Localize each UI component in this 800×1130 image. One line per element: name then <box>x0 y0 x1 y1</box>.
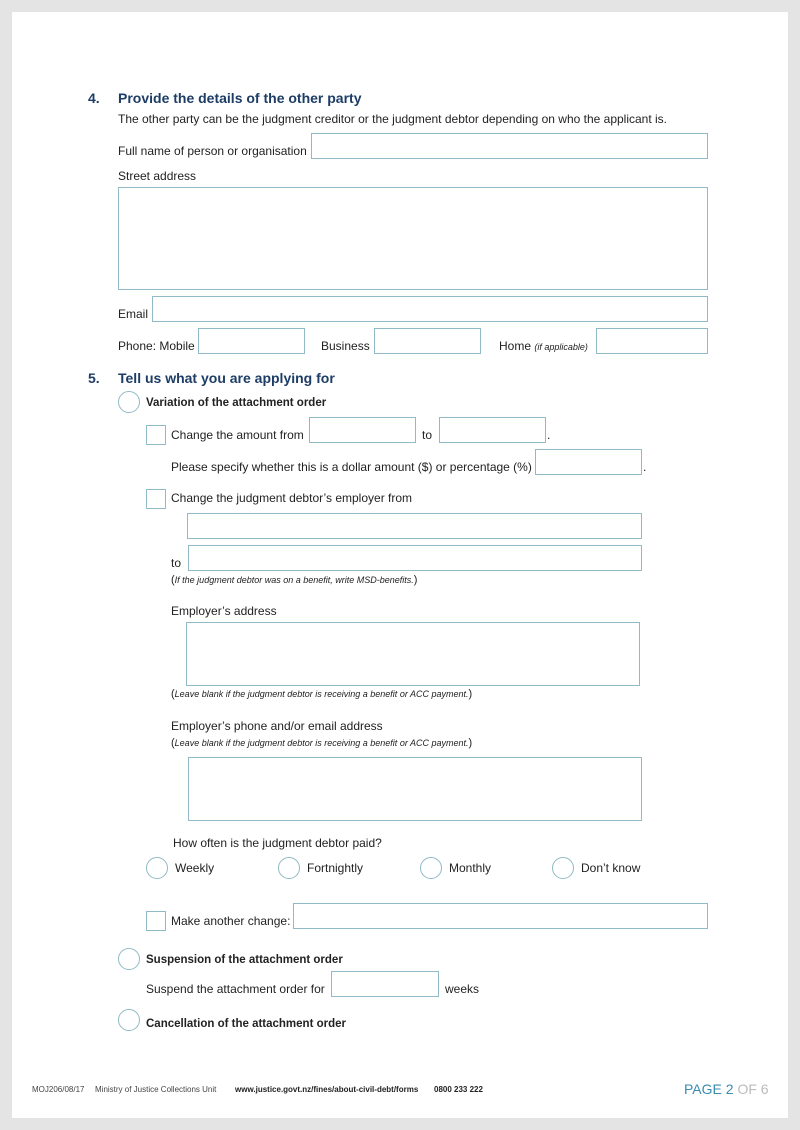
suspend-weeks-input[interactable] <box>331 971 439 997</box>
amount-to-label: to <box>422 428 433 442</box>
home-label-text: Home <box>499 339 532 353</box>
employer-to-input[interactable] <box>188 545 642 571</box>
another-change-checkbox[interactable] <box>146 911 166 931</box>
leave-blank-note-text: Leave blank if the judgment debtor is receiving a benefit or ACC payment. <box>174 689 469 699</box>
amount-from-input[interactable] <box>309 417 416 443</box>
footer-unit: Ministry of Justice Collections Unit <box>95 1085 217 1094</box>
home-phone-label <box>499 339 588 354</box>
business-phone-label: Business <box>321 339 370 353</box>
full-name-label: Full name of person or organisation <box>118 144 307 158</box>
leave-blank-note-text: Leave blank if the judgment debtor is receiving a benefit or ACC payment. <box>174 738 469 748</box>
monthly-label: Monthly <box>449 861 492 875</box>
suspension-radio[interactable] <box>118 948 140 970</box>
cancellation-label: Cancellation of the attachment order <box>146 1018 347 1030</box>
change-amount-checkbox[interactable] <box>146 425 166 445</box>
section-4-title: Provide the details of the other party <box>118 90 362 106</box>
business-phone-input[interactable] <box>374 328 481 354</box>
phone-mobile-input[interactable] <box>198 328 305 354</box>
another-change-input[interactable] <box>293 903 708 929</box>
email-label: Email <box>118 307 149 321</box>
benefit-note: (If the judgment debtor was on a benefit, write MSD-benefits.) <box>171 574 418 586</box>
change-employer-checkbox[interactable] <box>146 489 166 509</box>
employer-from-input[interactable] <box>187 513 642 539</box>
full-name-input[interactable] <box>311 133 708 159</box>
fortnightly-radio[interactable] <box>278 857 300 879</box>
specify-label: Please specify whether this is a dollar amount ($) or percentage (%) <box>171 460 532 474</box>
employer-to-label: to <box>171 556 182 570</box>
leave-blank-note: (Leave blank if the judgment debtor is receiving a benefit or ACC payment.) <box>171 688 473 700</box>
employer-address-input[interactable] <box>186 622 640 686</box>
suspension-label: Suspension of the attachment order <box>146 954 343 966</box>
employer-address-label: Employer’s address <box>171 604 277 618</box>
amount-type-input[interactable] <box>535 449 642 475</box>
period: . <box>643 460 647 474</box>
dont-know-radio[interactable] <box>552 857 574 879</box>
variation-radio[interactable] <box>118 391 140 413</box>
weekly-label: Weekly <box>175 861 215 875</box>
leave-blank-note-2: (Leave blank if the judgment debtor is receiving a benefit or ACC payment.) <box>171 737 473 749</box>
cancellation-radio[interactable] <box>118 1009 140 1031</box>
home-phone-input[interactable] <box>596 328 708 354</box>
section-5-number: 5. <box>88 370 100 386</box>
form-code: MOJ206/08/17 <box>32 1085 85 1094</box>
page-number <box>684 1081 769 1097</box>
paid-question: How often is the judgment debtor paid? <box>173 836 382 850</box>
weeks-label: weeks <box>445 982 480 996</box>
footer-url[interactable]: www.justice.govt.nz/fines/about-civil-debt/forms <box>235 1085 419 1094</box>
employer-contact-label: Employer’s phone and/or email address <box>171 719 383 733</box>
period: . <box>547 428 551 442</box>
street-address-label: Street address <box>118 169 197 183</box>
change-amount-label: Change the amount from <box>171 428 304 442</box>
home-note: (if applicable) <box>534 342 588 352</box>
phone-mobile-label: Phone: Mobile <box>118 339 195 353</box>
page-of-label: OF 6 <box>737 1081 769 1097</box>
section-5-title: Tell us what you are applying for <box>118 370 335 386</box>
amount-to-input[interactable] <box>439 417 546 443</box>
street-address-input[interactable] <box>118 187 708 290</box>
benefit-note-text: If the judgment debtor was on a benefit, write MSD-benefits. <box>174 575 414 585</box>
dont-know-label: Don’t know <box>581 861 641 875</box>
another-change-label: Make another change: <box>171 914 291 928</box>
section-4-number: 4. <box>88 90 100 106</box>
monthly-radio[interactable] <box>420 857 442 879</box>
employer-contact-input[interactable] <box>188 757 642 821</box>
email-input[interactable] <box>152 296 708 322</box>
change-employer-label: Change the judgment debtor’s employer from <box>171 491 413 505</box>
fortnightly-label: Fortnightly <box>307 861 364 875</box>
variation-label: Variation of the attachment order <box>146 397 327 409</box>
page-label: PAGE 2 <box>684 1081 734 1097</box>
footer-phone: 0800 233 222 <box>434 1085 483 1094</box>
weekly-radio[interactable] <box>146 857 168 879</box>
section-4-intro: The other party can be the judgment creditor or the judgment debtor depending on who the applicant is. <box>118 112 668 126</box>
suspend-for-label: Suspend the attachment order for <box>146 982 325 996</box>
